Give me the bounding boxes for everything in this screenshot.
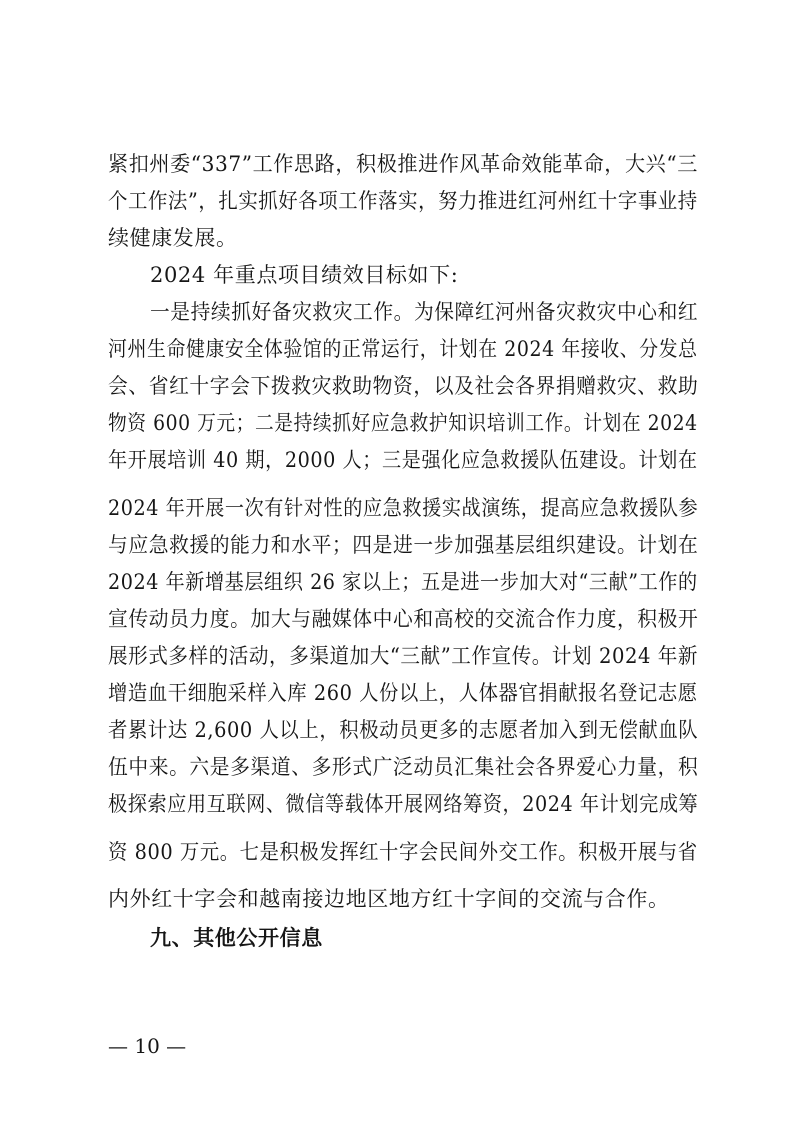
page-number: — 10 — [108, 1034, 187, 1058]
body-text-line: 年开展培训 40 期，2000 人；三是强化应急救援队伍建设。计划在 [108, 448, 698, 472]
body-text-line: 伍中来。六是多渠道、多形式广泛动员汇集社会各界爱心力量，积 [108, 755, 699, 779]
body-text-line: 资 800 万元。七是积极发挥红十字会民间外交工作。积极开展与省 [108, 840, 698, 864]
body-text-line: 个工作法”，扎实抓好各项工作落实，努力推进红河州红十字事业持 [108, 189, 698, 213]
body-text-line: 内外红十字会和越南接边地区地方红十字间的交流与合作。 [108, 887, 670, 911]
body-text-line: 一是持续抓好备灾救灾工作。为保障红河州备灾救灾中心和红 [150, 300, 699, 324]
body-text-line: 宣传动员力度。加大与融媒体中心和高校的交流合作力度，积极开 [108, 607, 699, 631]
body-text-line: 极探索应用互联网、微信等载体开展网络筹资，2024 年计划完成筹 [108, 792, 699, 816]
body-text-line: 续健康发展。 [108, 226, 238, 250]
body-text-line: 2024 年开展一次有针对性的应急救援实战演练，提高应急救援队参 [108, 496, 699, 520]
body-text-line: 增造血干细胞采样入库 260 人份以上，人体器官捐献报名登记志愿 [108, 681, 698, 705]
body-text-line: 展形式多样的活动，多渠道加大“三献”工作宣传。计划 2024 年新 [108, 644, 699, 668]
body-text-line: 与应急救援的能力和水平；四是进一步加强基层组织建设。计划在 [108, 533, 699, 557]
body-text-line: 紧扣州委“337”工作思路，积极推进作风革命效能革命，大兴“三 [108, 152, 698, 176]
section-heading: 九、其他公开信息 [150, 926, 323, 950]
body-text-line: 会、省红十字会下拨救灾救助物资，以及社会各界捐赠救灾、救助 [108, 374, 699, 398]
body-text-line: 者累计达 2,600 人以上，积极动员更多的志愿者加入到无偿献血队 [108, 718, 699, 742]
body-text-line: 2024 年重点项目绩效目标如下: [150, 263, 459, 287]
body-text-line: 物资 600 万元；二是持续抓好应急救护知识培训工作。计划在 2024 [108, 411, 698, 435]
body-text-line: 河州生命健康安全体验馆的正常运行，计划在 2024 年接收、分发总 [108, 337, 698, 361]
body-text-line: 2024 年新增基层组织 26 家以上；五是进一步加大对“三献”工作的 [108, 570, 698, 594]
